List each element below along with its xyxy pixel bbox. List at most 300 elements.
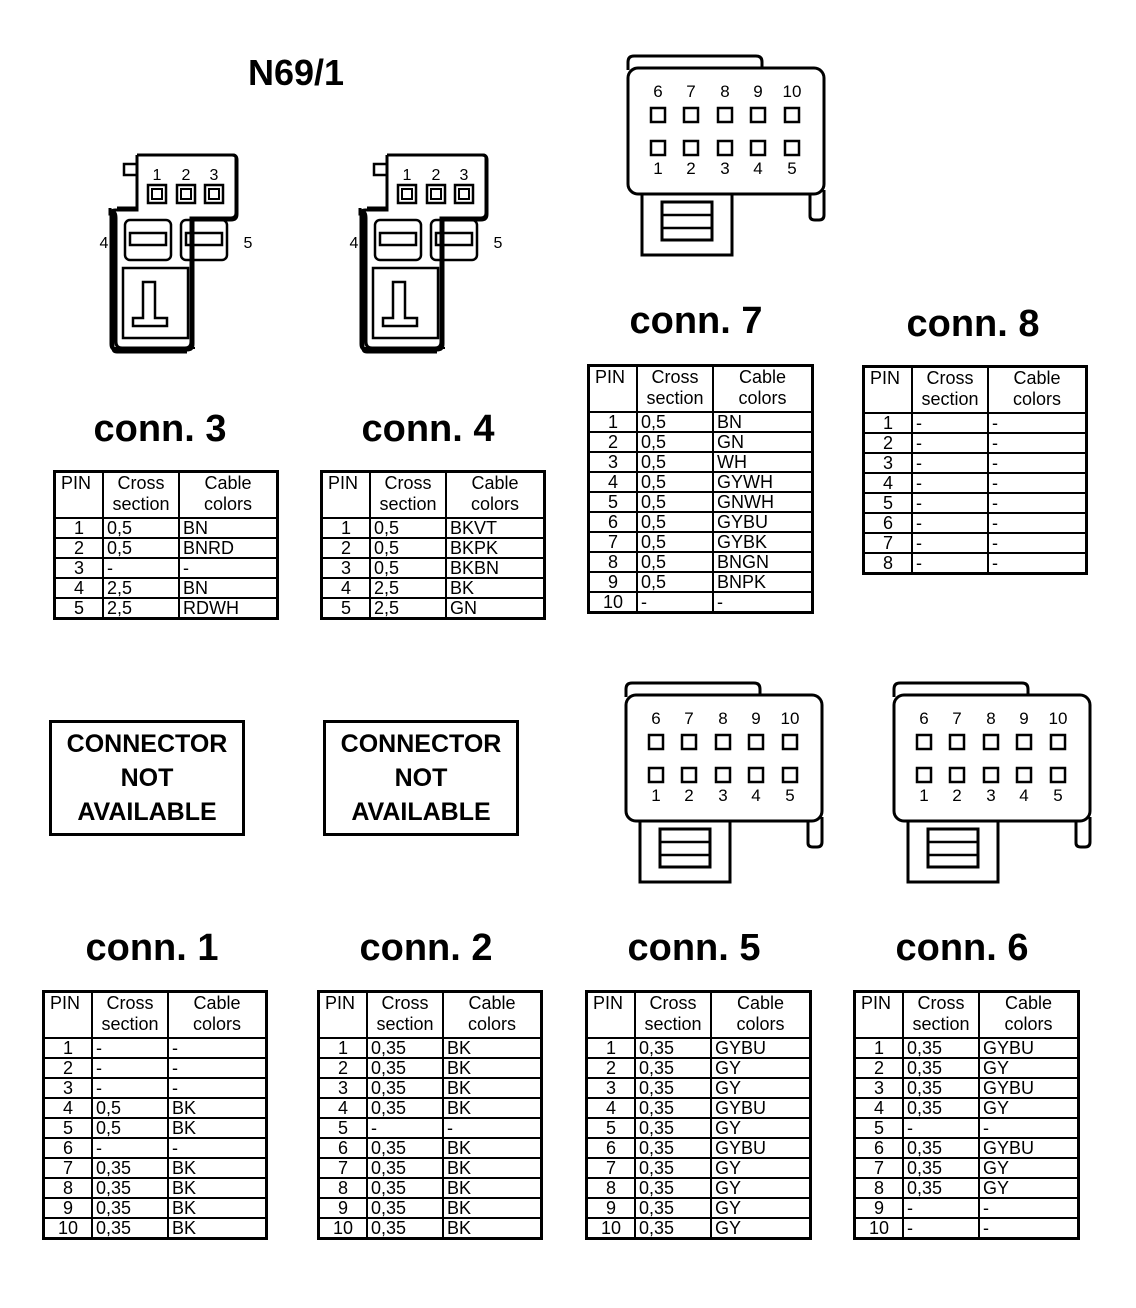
cable-color-value: BKPK [446,538,545,558]
table-row [587,1218,811,1239]
pin-number: 5 [864,493,913,513]
cross-section-value: 0,35 [635,1078,711,1098]
cross-section-value: 0,35 [635,1038,711,1058]
cable-color-value: - [168,1078,267,1098]
cross-section-value: 0,35 [367,1158,443,1178]
cable-color-value: GYWH [713,472,813,492]
header-cross-line2: section [112,494,170,514]
cross-section-value: 0,35 [903,1178,979,1198]
conn7-title: conn. 7 [629,300,763,342]
pin-number: 6 [587,1138,636,1158]
header-cross-section [635,992,711,1039]
table-row [855,1158,1079,1178]
cross-section-value: 0,5 [92,1118,168,1138]
pin-number: 5 [587,1118,636,1138]
header-cross-line1: Cross [117,473,165,493]
header-cable-colors [979,992,1079,1039]
pin-number: 3 [855,1078,904,1098]
cable-color-value: - [979,1218,1079,1239]
cable-color-value: BK [168,1158,267,1178]
pin-label-top: 9 [1019,709,1029,728]
cross-section-value: 0,35 [367,1198,443,1218]
table-row [319,1098,542,1118]
pin-socket-icon [783,768,797,782]
pin-number: 4 [322,578,371,598]
pin-socket-icon [950,735,964,749]
conn3-pin-table [53,470,279,620]
header-cable-line1: Cable [471,473,519,493]
cable-color-value: BK [443,1098,542,1118]
pin-socket-icon [684,108,698,122]
pin-label-top: 6 [651,709,661,728]
pin-number: 4 [319,1098,368,1118]
table-row [319,1178,542,1198]
cable-color-value: - [988,493,1087,513]
pin-number: 7 [855,1158,904,1178]
pin-socket-icon [984,735,998,749]
pin-number: 9 [589,572,638,592]
header-cross-line2: section [646,388,704,408]
pin-number: 10 [589,592,638,613]
cable-color-value: GY [979,1058,1079,1078]
table-row [864,513,1087,533]
conn5-title: conn. 5 [627,927,761,969]
table-row [319,1198,542,1218]
header-cross-section [637,366,713,413]
pin-socket-icon [651,141,665,155]
table-row [319,1118,542,1138]
pin-number: 4 [44,1098,93,1118]
pin-socket-icon [785,141,799,155]
table-row [44,1158,267,1178]
pin-socket-icon [1017,735,1031,749]
conn7-pin-table [587,364,814,614]
pin-number: 3 [589,452,638,472]
pin-socket-icon [984,768,998,782]
connector-not-available-box-1 [49,720,245,836]
table-row [319,1078,542,1098]
pin-socket-icon [749,735,763,749]
table-row [864,493,1087,513]
pin-socket-icon [649,768,663,782]
cross-section-value: 0,5 [637,412,713,432]
table-row [587,1038,811,1058]
cross-section-value: 0,35 [903,1138,979,1158]
cable-color-value: - [979,1118,1079,1138]
cable-color-value: BK [168,1098,267,1118]
pin-number: 6 [855,1138,904,1158]
pin-socket-icon [718,108,732,122]
cross-section-value: - [912,453,988,473]
small-pin-inner [152,189,162,199]
table-row [44,1218,267,1239]
pin-label-top: 6 [653,82,663,101]
pin-label-bottom: 2 [684,786,694,805]
pin-number: 6 [319,1138,368,1158]
pin-number: 5 [55,598,104,619]
pin-number: 1 [587,1038,636,1058]
conn1-title: conn. 1 [85,927,219,969]
cable-color-value: - [988,513,1087,533]
pin-socket-icon [783,735,797,749]
cross-section-value: 0,5 [637,432,713,452]
cable-color-value: GYBU [711,1138,811,1158]
header-cross-line1: Cross [106,993,154,1013]
cable-color-value: GYBU [979,1138,1079,1158]
cross-section-value: 2,5 [103,578,179,598]
table-row [55,578,278,598]
small-pin-icon [398,185,416,203]
cross-section-value: 0,35 [903,1078,979,1098]
table-row [587,1078,811,1098]
table-row [55,538,278,558]
cable-color-value: GY [711,1118,811,1138]
large-connector-drawing-conn7 [620,50,835,265]
header-pin: PIN [855,992,904,1039]
header-cable-line2: colors [203,494,252,514]
pin-socket-icon [917,735,931,749]
cable-color-value: - [988,533,1087,553]
table-row [587,1138,811,1158]
pin-socket-icon [682,735,696,749]
pin-socket-icon [1051,768,1065,782]
header-cross-section [367,992,443,1039]
cross-section-value: - [912,413,988,433]
large-pin-blade [130,233,166,245]
pin-number: 8 [864,553,913,574]
pin-label-bottom: 3 [718,786,728,805]
cross-section-value: 0,5 [637,532,713,552]
table-row [864,473,1087,493]
table-row [44,1178,267,1198]
cable-color-value: BK [443,1178,542,1198]
header-cross-section [912,367,988,414]
large-pin-socket [375,220,421,260]
cross-section-value: - [912,553,988,574]
pin-label-bottom: 3 [986,786,996,805]
cross-section-value: - [912,433,988,453]
pin-label-bottom: 4 [1019,786,1029,805]
header-cross-line2: section [376,1014,434,1034]
cross-section-value: 0,5 [637,512,713,532]
header-cross-line2: section [644,1014,702,1034]
cable-color-value: - [988,553,1087,574]
cable-color-value: BN [179,578,278,598]
pin-number: 9 [44,1198,93,1218]
table-row [864,533,1087,553]
pin-socket-icon [751,141,765,155]
header-cable-line2: colors [1004,1014,1053,1034]
pin-label-bottom: 4 [751,786,761,805]
pin-number: 7 [589,532,638,552]
pin-socket-icon [950,768,964,782]
cross-section-value: - [92,1078,168,1098]
cross-section-value: 0,35 [903,1058,979,1078]
conn5-pin-table [585,990,812,1240]
table-row [587,1098,811,1118]
cross-section-value: - [903,1218,979,1239]
conn4-title: conn. 4 [361,408,495,450]
cross-section-value: 0,35 [367,1098,443,1118]
table-row [55,558,278,578]
cross-section-value: 0,5 [637,472,713,492]
header-cable-line2: colors [736,1014,785,1034]
cross-section-value: 0,35 [903,1038,979,1058]
cable-color-value: - [168,1138,267,1158]
table-row [319,1158,542,1178]
header-cross-section [903,992,979,1039]
header-pin: PIN [589,366,638,413]
pin-number: 9 [319,1198,368,1218]
cross-section-value: 0,35 [635,1158,711,1178]
cross-section-value: 0,35 [367,1058,443,1078]
table-row [589,532,813,552]
connector-not-available-box-2 [323,720,519,836]
header-pin: PIN [322,472,371,519]
cable-color-value: GN [713,432,813,452]
cross-section-value: 0,35 [635,1118,711,1138]
pin-label-top: 9 [751,709,761,728]
table-row [44,1138,267,1158]
table-row [864,553,1087,574]
small-pin-icon [177,185,195,203]
pin-label-bottom: 5 [785,786,795,805]
cross-section-value: 0,35 [367,1178,443,1198]
small-connector-drawing-conn4 [345,150,515,360]
table-row [864,433,1087,453]
table-row [44,1118,267,1138]
cable-color-value: BK [443,1218,542,1239]
table-row [589,552,813,572]
cable-color-value: - [168,1038,267,1058]
header-cable-line1: Cable [468,993,516,1013]
cross-section-value: - [903,1198,979,1218]
pin-label-bottom: 5 [787,159,797,178]
cable-color-value: BKVT [446,518,545,538]
table-row [589,492,813,512]
table-row [855,1138,1079,1158]
cable-color-value: GY [979,1178,1079,1198]
header-pin: PIN [44,992,93,1039]
pin-label-bottom: 2 [952,786,962,805]
cable-color-value: BK [443,1158,542,1178]
table-row [55,518,278,538]
pin-number: 9 [855,1198,904,1218]
pin-label: 5 [493,235,503,252]
latch-tab [124,164,137,175]
na-line-3: AVAILABLE [77,798,217,826]
cable-color-value: BK [168,1198,267,1218]
latch-window [660,829,710,867]
cross-section-value: 0,5 [103,518,179,538]
cable-color-value: GY [711,1158,811,1178]
pin-number: 1 [864,413,913,433]
pin-number: 3 [55,558,104,578]
cross-section-value: 0,5 [637,572,713,592]
header-cable-line1: Cable [736,993,785,1013]
header-cable-colors [179,472,278,519]
table-row [319,1218,542,1239]
cable-color-value: BK [168,1178,267,1198]
pin-label-bottom: 3 [720,159,730,178]
cross-section-value: 0,5 [103,538,179,558]
header-pin: PIN [55,472,104,519]
pin-label: 2 [431,167,441,184]
header-cross-section [103,472,179,519]
cross-section-value: 0,35 [367,1138,443,1158]
pin-label-top: 7 [952,709,962,728]
cross-section-value: - [367,1118,443,1138]
pin-label-top: 10 [1048,709,1068,728]
table-row [587,1198,811,1218]
cross-section-value: 0,35 [367,1078,443,1098]
pin-socket-icon [1017,768,1031,782]
small-pin-icon [427,185,445,203]
large-pin-blade [380,233,416,245]
table-row [855,1058,1079,1078]
cable-color-value: GYBU [979,1078,1079,1098]
header-pin: PIN [319,992,368,1039]
cross-section-value: - [92,1138,168,1158]
table-row [864,413,1087,433]
main-title: N69/1 [248,52,345,93]
cross-section-value: 0,35 [635,1198,711,1218]
cable-color-value: - [979,1198,1079,1218]
pin-number: 4 [55,578,104,598]
cross-section-value: - [103,558,179,578]
pin-number: 1 [855,1038,904,1058]
pin-socket-icon [716,768,730,782]
cable-color-value: BK [446,578,545,598]
pin-number: 1 [589,412,638,432]
pin-number: 1 [319,1038,368,1058]
table-row [589,412,813,432]
pin-number: 10 [44,1218,93,1239]
table-row [855,1038,1079,1058]
cross-section-value: 0,35 [92,1178,168,1198]
header-cable-line2: colors [467,1014,516,1034]
header-cross-section [92,992,168,1039]
na-line-1: CONNECTOR [340,730,502,758]
pin-number: 10 [587,1218,636,1239]
cross-section-value: 0,35 [367,1218,443,1239]
pin-number: 9 [587,1198,636,1218]
table-row [587,1058,811,1078]
header-cable-line2: colors [470,494,519,514]
conn1-pin-table [42,990,268,1240]
header-cross-line2: section [379,494,437,514]
conn8-pin-table [862,365,1088,575]
pin-number: 8 [855,1178,904,1198]
na-line-2: NOT [120,764,174,792]
pin-label: 3 [459,167,469,184]
header-cable-colors [443,992,542,1039]
pin-number: 4 [855,1098,904,1118]
cable-color-value: GYBU [711,1038,811,1058]
pin-number: 2 [864,433,913,453]
cross-section-value: 0,5 [370,558,446,578]
cross-section-value: - [912,533,988,553]
large-pin-socket [431,220,477,260]
pin-label-top: 6 [919,709,929,728]
cable-color-value: BK [443,1138,542,1158]
cross-section-value: - [912,493,988,513]
cable-color-value: BK [443,1038,542,1058]
pin-number: 7 [319,1158,368,1178]
small-pin-icon [205,185,223,203]
table-row [855,1098,1079,1118]
table-row [855,1078,1079,1098]
header-cable-line2: colors [192,1014,241,1034]
pin-number: 5 [44,1118,93,1138]
small-pin-icon [455,185,473,203]
cable-color-value: GY [979,1098,1079,1118]
header-cable-line1: Cable [1004,993,1053,1013]
pin-socket-icon [649,735,663,749]
pin-number: 1 [44,1038,93,1058]
pin-number: 6 [44,1138,93,1158]
pin-label-bottom: 5 [1053,786,1063,805]
table-row [322,538,545,558]
header-cross-line1: Cross [649,993,697,1013]
header-pin: PIN [587,992,636,1039]
conn2-pin-table [317,990,543,1240]
small-pin-inner [402,189,412,199]
header-cable-colors [713,366,813,413]
cable-color-value: BNPK [713,572,813,592]
pin-number: 2 [587,1058,636,1078]
cable-color-value: BK [443,1058,542,1078]
table-row [589,512,813,532]
header-cable-line2: colors [1012,389,1061,409]
table-row [319,1038,542,1058]
header-cross-line2: section [101,1014,159,1034]
pin-number: 2 [589,432,638,452]
table-row [322,518,545,538]
header-cable-colors [711,992,811,1039]
pin-number: 2 [322,538,371,558]
large-connector-drawing-conn6 [886,677,1101,892]
cable-color-value: GY [711,1078,811,1098]
cross-section-value: 0,35 [635,1058,711,1078]
pin-socket-icon [751,108,765,122]
table-row [587,1178,811,1198]
header-cable-line1: Cable [738,367,787,387]
conn3-title: conn. 3 [93,408,227,450]
cable-color-value: GYBU [713,512,813,532]
cable-color-value: - [168,1058,267,1078]
latch-window [928,829,978,867]
pin-label-bottom: 4 [753,159,763,178]
pin-socket-icon [749,768,763,782]
pin-number: 5 [322,598,371,619]
pin-socket-icon [716,735,730,749]
cable-color-value: BKBN [446,558,545,578]
conn4-pin-table [320,470,546,620]
cross-section-value: 0,35 [92,1198,168,1218]
table-row [319,1058,542,1078]
pin-socket-icon [682,768,696,782]
cable-color-value: - [988,433,1087,453]
pin-number: 8 [589,552,638,572]
conn6-title: conn. 6 [895,927,1029,969]
cross-section-value: 0,5 [637,552,713,572]
pin-number: 2 [44,1058,93,1078]
na-line-2: NOT [394,764,448,792]
table-row [864,453,1087,473]
table-row [55,598,278,619]
na-line-1: CONNECTOR [66,730,228,758]
